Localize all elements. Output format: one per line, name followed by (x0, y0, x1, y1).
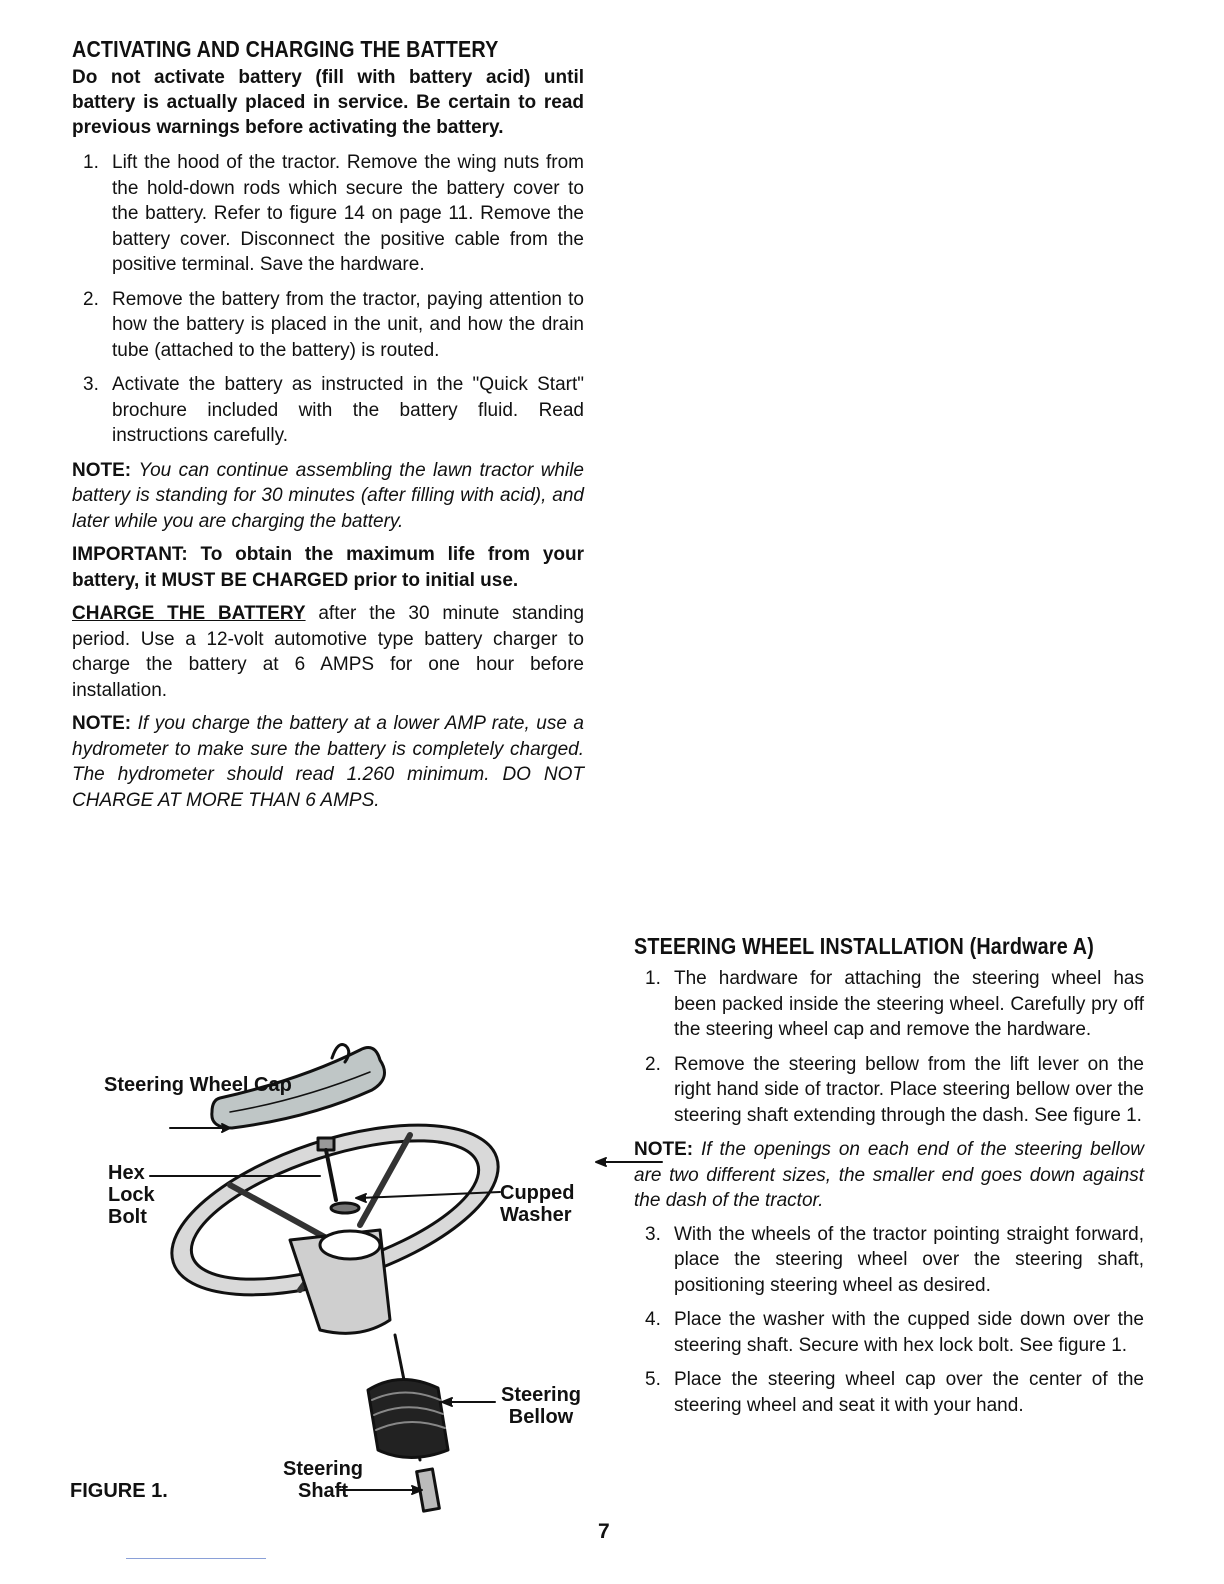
list-item: 5. Place the steering wheel cap over the center of the steering wheel and seat it with your hand. (645, 1369, 1144, 1416)
list-item: 1. Lift the hood of the tractor. Remove the wing nuts from the hold-down rods which secure the battery cover to the battery. Refer to figure 14 on page 11. Remove the battery cover. Disconnect the positive cable from the positive terminal. Save the hardware. (83, 152, 584, 275)
battery-warning-lead: Do not activate battery (fill with battery acid) until battery is actually placed in service. Be certain to read previous warnings before activating the battery. (72, 67, 584, 138)
label-steering-wheel-cap: Steering Wheel Cap (104, 1074, 292, 1096)
label-hex-lock-bolt: Hex Lock Bolt (108, 1162, 155, 1228)
battery-heading: ACTIVATING AND CHARGING THE BATTERY (72, 36, 499, 62)
label-steering-shaft: Steering Shaft (282, 1458, 364, 1502)
figure-caption: FIGURE 1. (70, 1480, 168, 1502)
steering-note: NOTE: If the openings on each end of the steering bellow are two different sizes, the smaller end goes down against the dash of the tractor. (634, 1139, 1144, 1211)
list-item: 2. Remove the battery from the tractor, paying attention to how the battery is placed in the unit, and how the drain tube (attached to the battery) is routed. (83, 288, 584, 361)
steering-heading: STEERING WHEEL INSTALLATION (Hardware A) (634, 933, 1095, 959)
battery-note-1: NOTE: You can continue assembling the lawn tractor while battery is standing for 30 minutes (after filling with acid), and later while you are charging the battery. (72, 459, 584, 532)
list-item: 3. With the wheels of the tractor pointing straight forward, place the steering wheel over the steering shaft, positioning steering wheel as desired. (645, 1223, 1144, 1296)
battery-important: IMPORTANT: To obtain the maximum life from your battery, it MUST BE CHARGED prior to initial use. (72, 544, 584, 591)
battery-charge: CHARGE THE BATTERY after the 30 minute standing period. Use a 12-volt automotive type battery charger to charge the battery at 6 AMPS for one hour before installation. (72, 603, 585, 701)
list-item: 1. The hardware for attaching the steering wheel has been packed inside the steering wheel. Carefully pry off the steering wheel cap and remove the hardware. (645, 968, 1144, 1040)
footer-divider (126, 1558, 266, 1559)
label-steering-bellow: Steering Bellow (500, 1384, 582, 1428)
battery-note-2: NOTE: If you charge the battery at a lower AMP rate, use a hydrometer to make sure the battery is completely charged. The hydrometer should read 1.260 minimum. DO NOT CHARGE AT MORE THAN 6 AMPS. (72, 713, 584, 811)
label-cupped-washer: Cupped Washer (500, 1182, 575, 1226)
list-item: 4. Place the washer with the cupped side down over the steering shaft. Secure with hex lock bolt. See figure 1. (645, 1309, 1144, 1356)
page-number: 7 (598, 1520, 610, 1543)
list-item: 3. Activate the battery as instructed in the "Quick Start" brochure included with the battery fluid. Read instructions carefully. (83, 374, 584, 446)
list-item: 2. Remove the steering bellow from the lift lever on the right hand side of tractor. Place steering bellow over the steering shaft extending through the dash. See figure 1. (645, 1053, 1144, 1126)
